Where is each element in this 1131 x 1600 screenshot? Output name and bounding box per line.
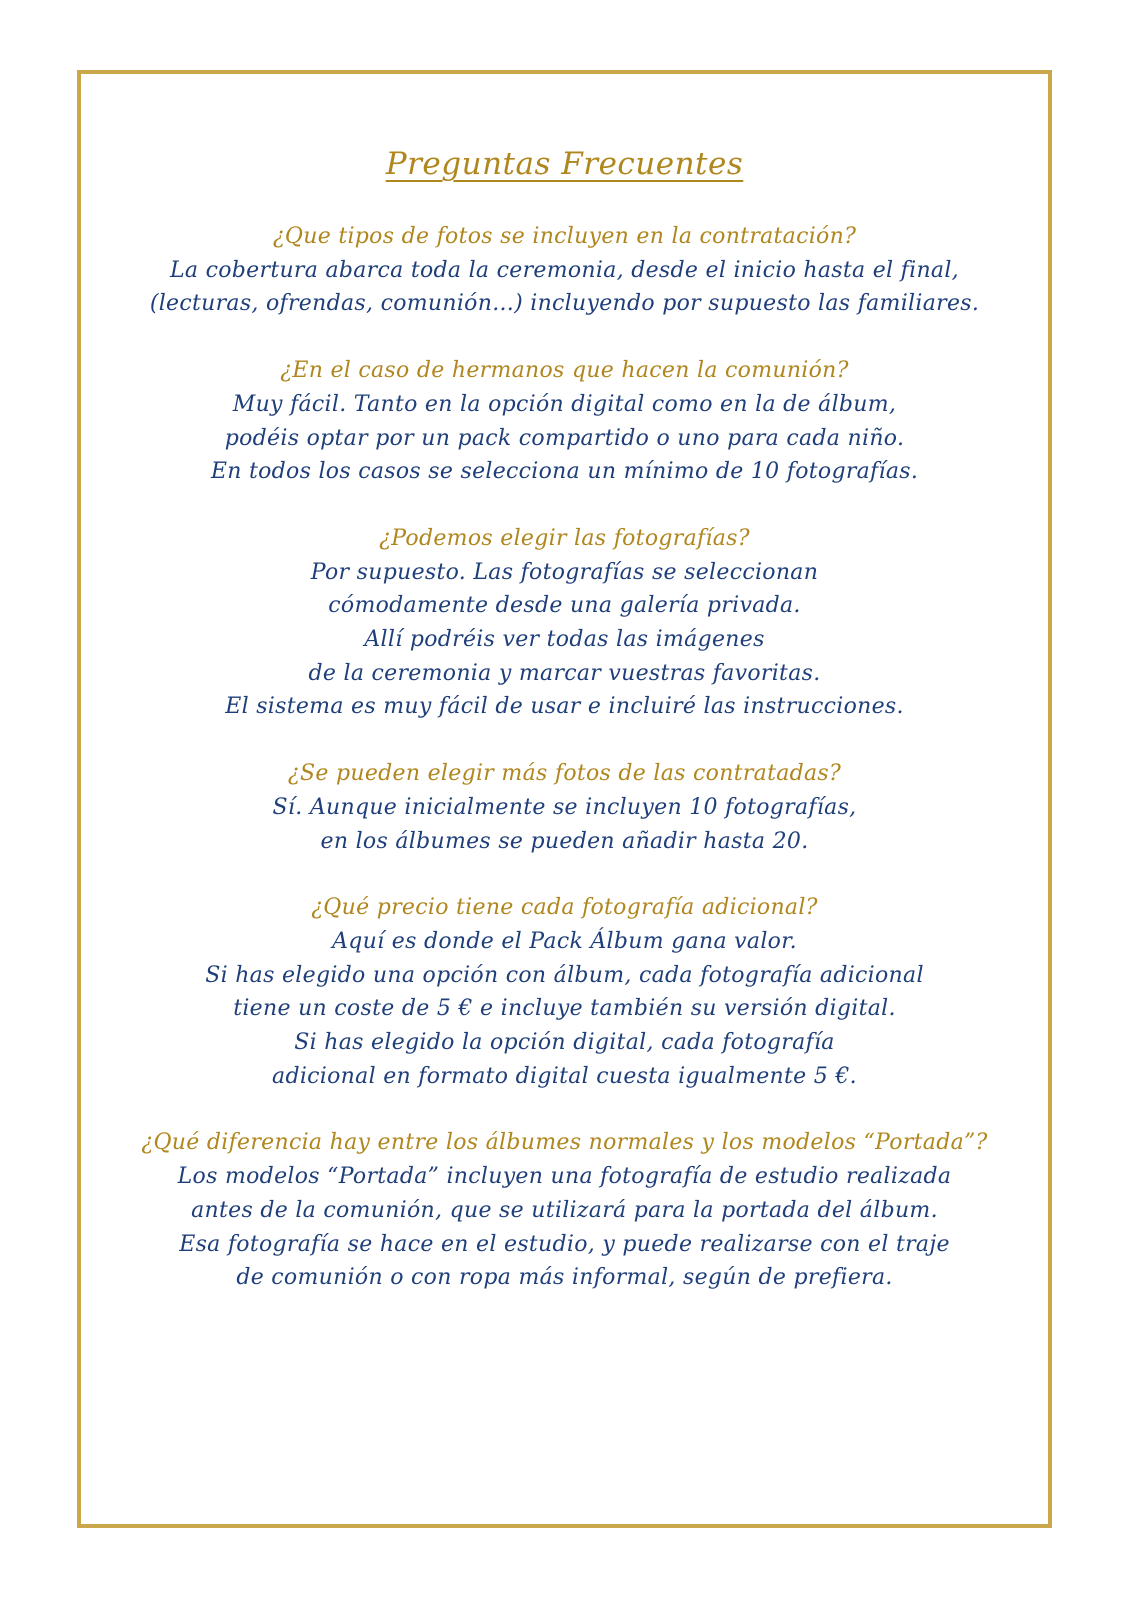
- faq-answer-line: En todos los casos se selecciona un mínimo de 10 fotografías.: [210, 459, 919, 485]
- faq-answer-line: tiene un coste de 5 € e incluye también su versión digital.: [233, 996, 896, 1022]
- faq-answer-line: Muy fácil. Tanto en la opción digital como en la de álbum,: [232, 391, 897, 417]
- faq-item: [81, 354, 1048, 489]
- faq-item: [81, 1126, 1048, 1295]
- faq-answer-line: El sistema es muy fácil de usar e incluiré las instrucciones.: [225, 694, 904, 720]
- faq-answer-line: Aquí es donde el Pack Álbum gana valor.: [332, 928, 797, 954]
- page-title: Preguntas Frecuentes: [385, 146, 744, 182]
- faq-answer-line: de la ceremonia y marcar vuestras favoritas.: [308, 660, 821, 686]
- faq-answer-line: Si has elegido la opción digital, cada fotografía: [294, 1030, 835, 1056]
- faq-item: [81, 757, 1048, 858]
- faq-answer-line: Esa fotografía se hace en el estudio, y puede realizarse con el traje: [179, 1231, 950, 1257]
- faq-question: ¿Qué precio tiene cada fotografía adicional?: [311, 895, 818, 921]
- faq-answer-line: adicional en formato digital cuesta igualmente 5 €.: [272, 1063, 857, 1089]
- faq-question: ¿Se pueden elegir más fotos de las contratadas?: [287, 761, 842, 787]
- faq-question: ¿Qué diferencia hay entre los álbumes normales y los modelos “Portada”?: [141, 1130, 988, 1156]
- faq-answer-line: Sí. Aunque inicialmente se incluyen 10 fotografías,: [272, 794, 857, 820]
- faq-question: ¿Que tipos de fotos se incluyen en la contratación?: [272, 224, 857, 249]
- faq-item: [81, 891, 1048, 1093]
- faq-item: [81, 220, 1048, 321]
- faq-answer-line: Los modelos “Portada” incluyen una fotografía de estudio realizada: [177, 1164, 952, 1190]
- faq-answer-line: antes de la comunión, que se utilizará para la portada del álbum.: [191, 1197, 938, 1223]
- faq-answer-line: cómodamente desde una galería privada.: [328, 593, 801, 619]
- faq-list: [81, 220, 1048, 1295]
- faq-answer-line: La cobertura abarca toda la ceremonia, desde el inicio hasta el final,: [170, 257, 959, 283]
- faq-answer-line: Si has elegido una opción con álbum, cada fotografía adicional: [205, 962, 924, 988]
- faq-answer-line: podéis optar por un pack compartido o uno para cada niño.: [224, 425, 905, 451]
- faq-item: [81, 522, 1048, 724]
- faq-answer-line: en los álbumes se pueden añadir hasta 20.: [320, 828, 809, 854]
- faq-question: ¿Podemos elegir las fotografías?: [379, 525, 750, 551]
- faq-question: ¿En el caso de hermanos que hacen la comunión?: [280, 358, 849, 384]
- faq-answer-line: de comunión o con ropa más informal, según de prefiera.: [236, 1265, 893, 1291]
- faq-document: [81, 74, 1048, 1328]
- faq-answer-line: Allí podréis ver todas las imágenes: [364, 627, 765, 653]
- faq-answer-line: (lecturas, ofrendas, comunión...) incluyendo por supuesto las familiares.: [149, 291, 980, 317]
- faq-answer-line: Por supuesto. Las fotografías se seleccionan: [310, 559, 819, 585]
